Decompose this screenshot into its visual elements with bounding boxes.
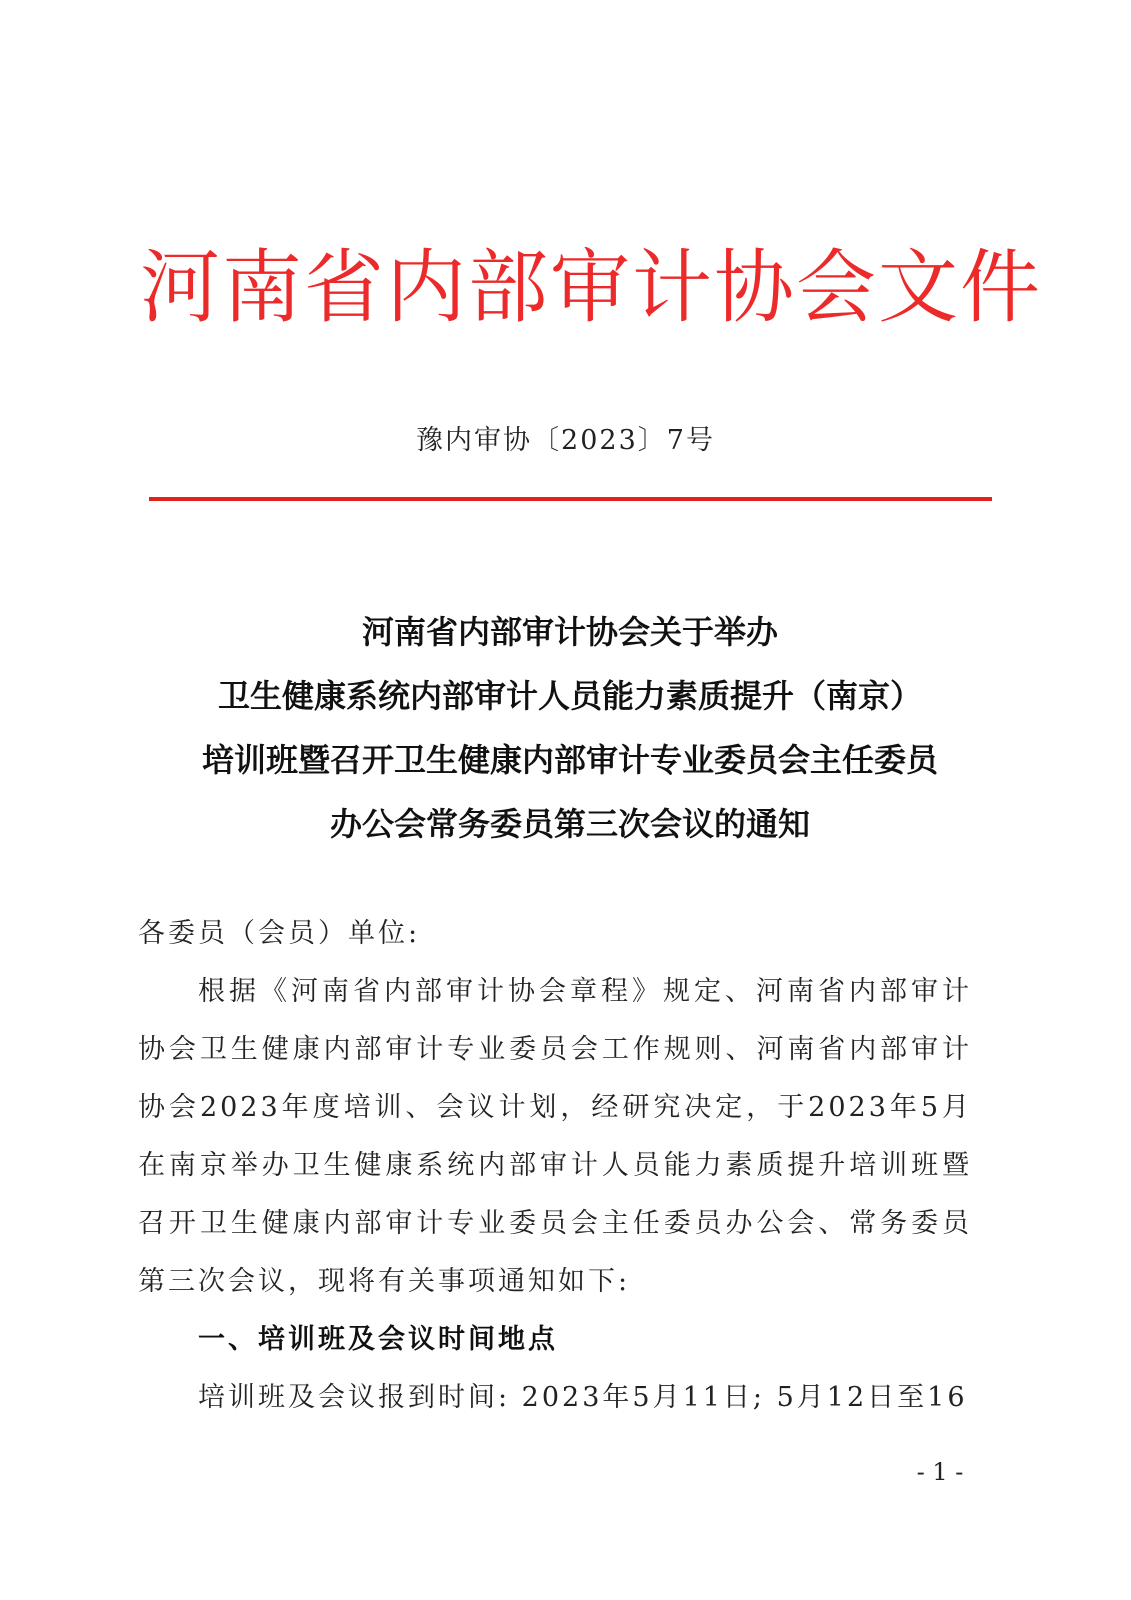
document-body <box>138 905 972 1427</box>
notice-title-line: 办公会常务委员第三次会议的通知 <box>329 805 810 843</box>
body-paragraph: 培训班及会议报到时间: 2023年5月11日; 5月12日至16 <box>198 1382 968 1413</box>
section-heading: 一、培训班及会议时间地点 <box>198 1324 558 1355</box>
salutation: 各委员（会员）单位: <box>138 918 421 949</box>
body-paragraph: 根据《河南省内部审计协会章程》规定、河南省内部审计协会卫生健康内部审计专业委员会工作规则、河南省内部审计协会2023年度培训、会议计划，经研究决定，于2023年5月在南京举办卫生健康系统内部审计人员能力素质提升培训班暨召开卫生健康内部审计专业委员会主任委员办公会、常务委员第三次会议，现将有关事项通知如下: <box>138 976 972 1297</box>
document-number: 豫内审协〔2023〕7号 <box>416 425 715 456</box>
notice-title <box>120 600 1020 856</box>
notice-title-line: 河南省内部审计协会关于举办 <box>361 613 778 651</box>
notice-title-line: 卫生健康系统内部审计人员能力素质提升（南京） <box>217 677 922 715</box>
red-separator-line <box>149 497 992 501</box>
notice-title-line: 培训班暨召开卫生健康内部审计专业委员会主任委员 <box>201 741 938 779</box>
page-number: - 1 - <box>916 1458 964 1486</box>
document-header-title: 河南省内部审计协会文件 <box>140 241 1042 334</box>
